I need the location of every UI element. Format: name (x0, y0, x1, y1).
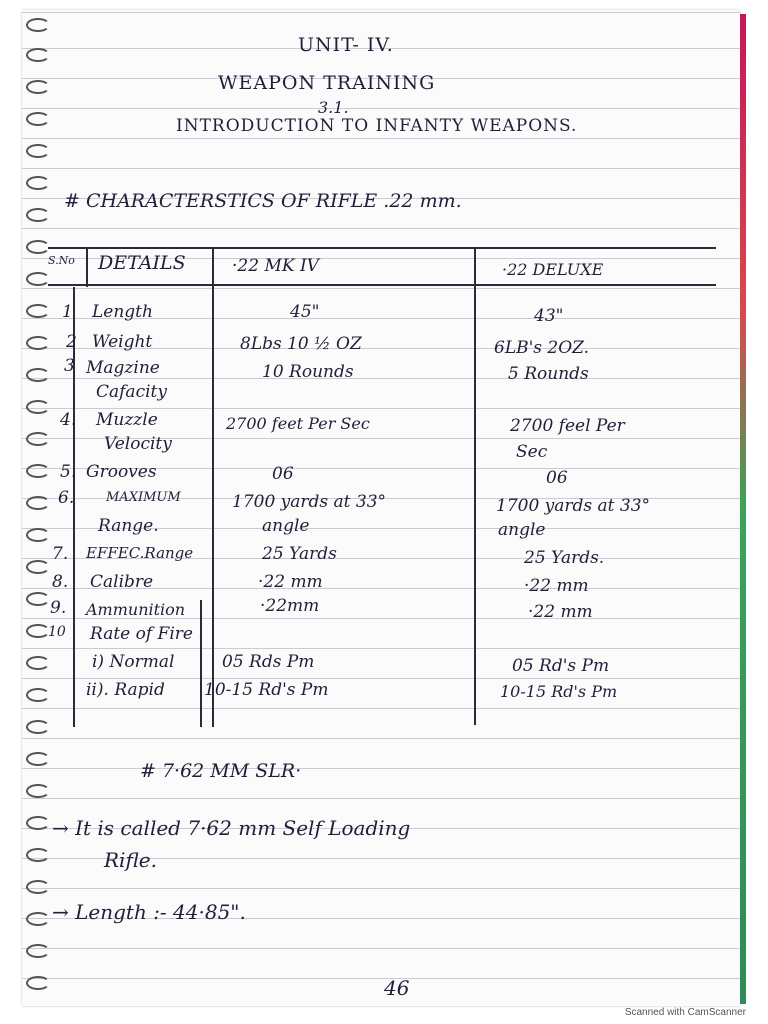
row-mk4-value: 25 Yards (262, 544, 337, 564)
table-col-line (212, 247, 214, 727)
row-number: 2 (66, 332, 77, 352)
row-mk4-value: ·22mm (260, 596, 320, 616)
spiral-ring (26, 912, 50, 926)
page-number: 46 (384, 976, 410, 1000)
row-mk4-value: 8Lbs 10 ½ OZ (240, 334, 362, 354)
row-detail: MAXIMUM (106, 490, 181, 505)
row-detail: Magzine (86, 358, 160, 378)
spiral-ring (26, 208, 50, 222)
table-top-line (48, 247, 716, 249)
row-detail: Weight (92, 332, 153, 352)
row-detail: Ammunition (86, 600, 186, 619)
row-mk4-value: 1700 yards at 33° (232, 492, 387, 512)
spiral-ring (26, 688, 50, 702)
row-deluxe-value: 2700 feel Per (510, 416, 625, 436)
row-deluxe-value-line2: Sec (516, 442, 548, 462)
spiral-ring (26, 944, 50, 958)
row-number: 4. (60, 410, 77, 430)
subject-title: WEAPON TRAINING (218, 72, 436, 94)
row-number: 3 (64, 356, 75, 376)
section-heading-rifle-22: # CHARACTERSTICS OF RIFLE .22 mm. (64, 190, 462, 212)
row-number: 5. (60, 462, 77, 482)
slr-line-2: → Length :- 44·85". (52, 900, 246, 924)
spiral-ring (26, 976, 50, 990)
spiral-ring (26, 496, 50, 510)
row-number: 9. (50, 598, 67, 618)
spiral-ring (26, 880, 50, 894)
row-deluxe-value: 06 (546, 468, 568, 488)
row-deluxe-value: ·22 mm (528, 602, 593, 622)
col-header-mk4: ·22 MK IV (232, 256, 319, 276)
row-number: 10 (48, 624, 66, 640)
spiral-ring (26, 112, 50, 126)
spiral-ring (26, 80, 50, 94)
spiral-ring (26, 304, 50, 318)
row-detail-line2: Cafacity (96, 382, 167, 402)
col-header-deluxe: ·22 DELUXE (502, 260, 604, 279)
spiral-ring (26, 656, 50, 670)
intro-title: INTRODUCTION TO INFANTY WEAPONS. (176, 116, 578, 136)
row-deluxe-value: 10-15 Rd's Pm (500, 682, 618, 701)
row-mk4-value: 45" (290, 302, 320, 322)
spiral-ring (26, 528, 50, 542)
spiral-ring (26, 272, 50, 286)
unit-title: UNIT- IV. (298, 34, 394, 56)
spiral-ring (26, 592, 50, 606)
spiral-ring (26, 240, 50, 254)
spiral-ring (26, 848, 50, 862)
row-number: 7. (52, 544, 69, 564)
col-header-sno: S.No (48, 254, 75, 267)
row-deluxe-value: 25 Yards. (524, 548, 605, 568)
col-header-details: DETAILS (98, 252, 186, 274)
row-detail: ii). Rapid (86, 680, 165, 700)
table-col-line (86, 247, 88, 287)
row-detail: Calibre (90, 572, 154, 592)
scanner-watermark: Scanned with CamScanner (624, 1007, 746, 1018)
row-detail: Rate of Fire (90, 624, 193, 644)
row-mk4-value: 10-15 Rd's Pm (204, 680, 329, 700)
sub-number: 3.1. (318, 98, 349, 117)
row-deluxe-value: ·22 mm (524, 576, 589, 596)
row-detail: Grooves (86, 462, 157, 482)
row-number: 8. (52, 572, 69, 592)
spiral-ring (26, 48, 50, 62)
row-detail-line2: Velocity (104, 434, 172, 454)
row-mk4-value-line2: angle (262, 516, 310, 536)
section-heading-slr: # 7·62 MM SLR· (140, 760, 302, 782)
spiral-ring (26, 784, 50, 798)
row-mk4-value: ·22 mm (258, 572, 323, 592)
row-deluxe-value: 43" (534, 306, 564, 326)
row-mk4-value: 06 (272, 464, 294, 484)
row-deluxe-value-line2: angle (498, 520, 546, 540)
row-number: 1 (62, 302, 73, 322)
spiral-ring (26, 176, 50, 190)
row-deluxe-value: 1700 yards at 33° (496, 496, 651, 516)
row-mk4-value: 05 Rds Pm (222, 652, 315, 672)
table-col-line (474, 247, 476, 725)
notebook-edge (740, 14, 746, 1004)
spiral-ring (26, 720, 50, 734)
row-detail: Muzzle (96, 410, 158, 430)
spiral-ring (26, 816, 50, 830)
table-col-line (200, 600, 202, 727)
spiral-ring (26, 400, 50, 414)
row-detail: Length (92, 302, 153, 322)
row-detail: i) Normal (92, 652, 175, 672)
spiral-ring (26, 464, 50, 478)
row-deluxe-value: 05 Rd's Pm (512, 656, 610, 676)
row-mk4-value: 10 Rounds (262, 362, 354, 382)
spiral-ring (26, 624, 50, 638)
row-deluxe-value: 6LB's 2OZ. (494, 338, 590, 358)
spiral-ring (26, 18, 50, 32)
spiral-ring (26, 368, 50, 382)
slr-line-1b: Rifle. (104, 848, 157, 872)
row-detail-line2: Range. (98, 516, 159, 536)
row-deluxe-value: 5 Rounds (508, 364, 589, 384)
spiral-ring (26, 144, 50, 158)
slr-line-1: → It is called 7·62 mm Self Loading (52, 816, 411, 840)
spiral-ring (26, 560, 50, 574)
spiral-ring (26, 752, 50, 766)
row-detail: EFFEC.Range (86, 544, 194, 562)
spiral-ring (26, 432, 50, 446)
row-mk4-value: 2700 feet Per Sec (226, 414, 370, 433)
row-number: 6. (58, 488, 75, 508)
spiral-ring (26, 336, 50, 350)
table-header-line (48, 284, 716, 286)
